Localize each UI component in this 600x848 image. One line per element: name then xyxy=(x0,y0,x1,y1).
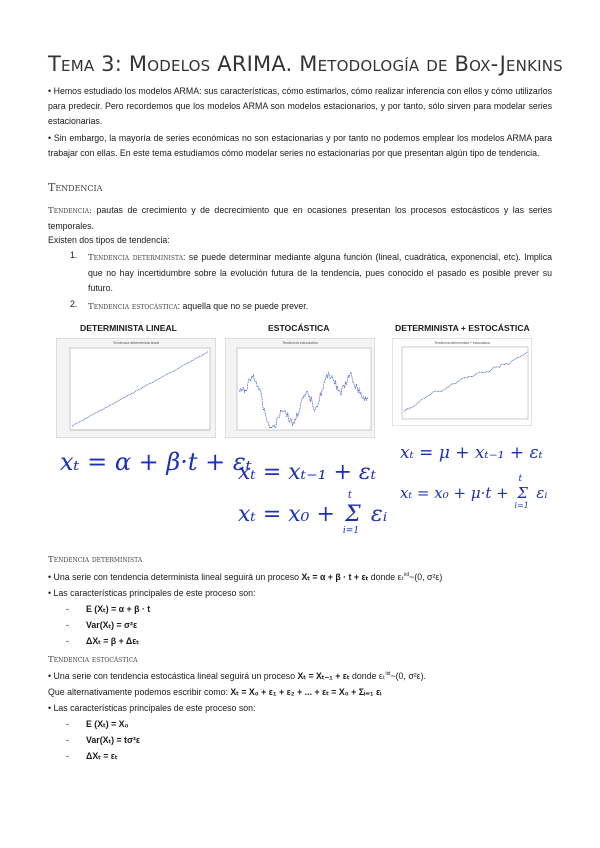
chart-title-mixta: DETERMINISTA + ESTOCÁSTICA xyxy=(395,323,530,333)
est-item-difference: ΔXₜ = εₜ xyxy=(86,751,118,761)
handwritten-formula-mixta: xₜ = μ + xₜ₋₁ + εₜ xyxy=(400,443,543,463)
tendencia-definition-label: Tendencia: xyxy=(48,206,92,216)
list-dash: - xyxy=(66,735,69,745)
intro-paragraph-1: • Hemos estudiado los modelos ARMA: sus características, cómo estimarlos, cómo realizar inferencia con ellos y cómo utilizarlos para predecir. Pero recordemos que los modelos ARMA son modelos estacionarios, y por tanto, sólo sirven para modelar series estacionarias. xyxy=(48,86,552,127)
det-item-variance: Var(Xₜ) = σ²ε xyxy=(86,620,138,630)
tendencia-definition xyxy=(48,203,552,234)
est-process-line xyxy=(48,671,426,682)
sum-lower-limit: i=1 xyxy=(342,526,360,536)
tipos-intro: Existen dos tipos de tendencia: xyxy=(48,235,170,245)
chart-inner-title: Tendencia determinista lineal xyxy=(112,341,160,345)
iid-label: iid xyxy=(404,572,410,579)
det-process-line xyxy=(48,572,442,583)
formula-lhs: xₜ = x₀ + xyxy=(238,502,335,527)
det-process-where: donde εₜ xyxy=(368,572,405,582)
page-title: Tema 3: Modelos ARIMA. Metodología de Box-Jenkins xyxy=(48,52,563,76)
est-item-expectation: E (Xₜ) = X₀ xyxy=(86,719,129,729)
sum-symbol-group xyxy=(342,490,364,536)
intro-paragraph-2: • Sin embargo, la mayoría de series económicas no son estacionarias y por tanto no podemos emplear los modelos ARMA para trabajar con ellas. En este tema estudiamos cómo modelar series no estacionarias por que presentan algún tipo de tendencia. xyxy=(48,133,552,159)
chart-determinista-lineal xyxy=(56,338,216,438)
list-item-label: Tendencia determinista xyxy=(88,253,184,263)
est-process-where: donde εₜ xyxy=(349,671,386,681)
det-item-expectation: E (Xₜ) = α + β · t xyxy=(86,604,151,614)
sum-symbol-group xyxy=(514,474,532,510)
tendencia-definition-text: pautas de crecimiento y de decrecimiento que en ocasiones presentan los procesos estocásticos y las series temporales. xyxy=(48,205,552,232)
sum-upper-limit: t xyxy=(518,474,523,484)
det-process-equation: Xₜ = α + β · t + εₜ xyxy=(301,572,369,582)
det-characteristics-intro: • Las características principales de este proceso son: xyxy=(48,588,256,598)
list-dash: - xyxy=(66,636,69,646)
list-number-2: 2. xyxy=(70,299,78,309)
est-process-text: • Una serie con tendencia estocástica lineal seguirá un proceso xyxy=(48,671,298,681)
det-process-dist: ~(0, σ²ε) xyxy=(409,572,443,582)
list-item-determinista xyxy=(88,250,552,297)
list-item-text: : aquella que no se puede prever. xyxy=(177,301,309,311)
list-item-text: : se puede determinar mediante alguna función (lineal, cuadrática, exponencial, etc). Implica que no hay incertidumbre sobre la evolución futura de la tendencia, pues conocido el pasado es posible prever su futuro. xyxy=(88,252,552,294)
chart-estocastica xyxy=(225,338,375,438)
chart-title-determinista: DETERMINISTA LINEAL xyxy=(80,323,177,333)
list-dash: - xyxy=(66,604,69,614)
list-number-1: 1. xyxy=(70,250,78,260)
est-item-variance: Var(Xₜ) = tσ²ε xyxy=(86,735,141,745)
list-dash: - xyxy=(66,751,69,761)
formula-term: εᵢ xyxy=(536,484,548,502)
list-dash: - xyxy=(66,620,69,630)
est-alternative-line xyxy=(48,687,381,698)
subheading-tendencia-determinista: Tendencia determinista xyxy=(48,555,143,565)
subheading-tendencia-estocastica: Tendencia estocástica xyxy=(48,655,138,665)
iid-label: iid xyxy=(385,671,391,678)
sum-symbol: Σ xyxy=(345,502,361,527)
sum-upper-limit: t xyxy=(347,490,352,501)
list-item-estocastica xyxy=(88,299,552,315)
handwritten-formula-mixta-sum xyxy=(400,474,548,510)
list-item-label: Tendencia estocástica xyxy=(88,302,178,312)
chart-inner-title: Tendencia determinista + estocástica xyxy=(434,341,490,345)
sum-lower-limit: i=1 xyxy=(514,501,529,510)
est-process-dist: ~(0, σ²ε). xyxy=(390,671,426,681)
handwritten-formula-estocastica: xₜ = xₜ₋₁ + εₜ xyxy=(238,460,377,485)
det-item-difference: ΔXₜ = β + Δεₜ xyxy=(86,636,139,646)
handwritten-formula-determinista: xₜ = α + β·t + εₜ xyxy=(60,448,252,476)
list-dash: - xyxy=(66,719,69,729)
det-process-text: • Una serie con tendencia determinista lineal seguirá un proceso xyxy=(48,572,302,582)
handwritten-formula-estocastica-sum xyxy=(238,490,388,536)
est-process-equation: Xₜ = Xₜ₋₁ + εₜ xyxy=(297,671,350,681)
formula-lhs: xₜ = x₀ + μ·t + xyxy=(400,484,509,502)
est-characteristics-intro: • Las características principales de este proceso son: xyxy=(48,703,256,713)
sum-symbol: Σ xyxy=(517,484,528,502)
chart-title-estocastica: ESTOCÁSTICA xyxy=(268,323,330,333)
chart-mixta xyxy=(392,338,532,426)
est-alternative-equation: Xₜ = X₀ + ε₁ + ε₂ + ... + εₜ = X₀ + Σᵢ₌₁ εᵢ xyxy=(230,687,382,697)
chart-inner-title: Tendencia estocástica xyxy=(282,341,318,345)
est-alternative-text: Que alternativamente podemos escribir como: xyxy=(48,687,231,697)
formula-term: εᵢ xyxy=(370,502,388,527)
section-heading-tendencia: Tendencia xyxy=(48,181,103,194)
